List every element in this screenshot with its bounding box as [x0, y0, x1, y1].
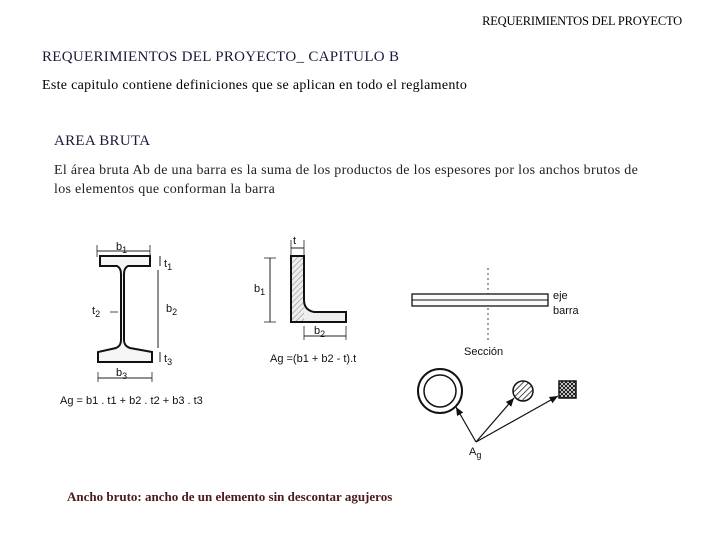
- section-label: Sección: [464, 346, 504, 358]
- intro-text: Este capitulo contiene definiciones que se aplican en todo el reglamento: [42, 78, 468, 93]
- angle-section-diagram: [254, 235, 356, 365]
- bar-axis-label-line1: eje: [553, 290, 568, 302]
- ibeam-t3-label: $t_3$: [164, 353, 173, 367]
- ibeam-t2-label: $t_2$: [92, 305, 101, 319]
- ibeam-b2-label: $b_2$: [166, 303, 178, 317]
- bar-axis-diagram: [412, 268, 580, 460]
- gross-area-label: $A_g$: [469, 446, 482, 460]
- section-heading: AREA BRUTA: [54, 133, 151, 149]
- chapter-title: REQUERIMIENTOS DEL PROYECTO_ CAPITULO B: [42, 49, 400, 65]
- angle-area-formula: Ag =(b1 + b2 - t).t: [270, 353, 357, 365]
- angle-b2-label: $b_2$: [314, 325, 326, 339]
- header-title: REQUERIMIENTOS DEL PROYECTO: [482, 14, 682, 28]
- ibeam-section-diagram: [60, 241, 203, 407]
- bar-axis-label-line2: barra: [553, 305, 579, 317]
- angle-t-label: t: [293, 235, 297, 247]
- ibeam-t1-label: $t_1$: [164, 258, 173, 272]
- ibeam-b3-label: $b_3$: [116, 367, 128, 381]
- ibeam-b1-label: $b_1$: [116, 241, 128, 255]
- definition-text: El área bruta Ab de una barra es la suma de los productos de los espesores por los anchos brutos de los elementos que conforman la barra: [54, 163, 639, 197]
- footer-note: Ancho bruto: ancho de un elemento sin descontar agujeros: [67, 489, 393, 504]
- angle-b1-label: $b_1$: [254, 283, 266, 297]
- ibeam-area-formula: Ag = b1 . t1 + b2 . t2 + b3 . t3: [60, 395, 203, 407]
